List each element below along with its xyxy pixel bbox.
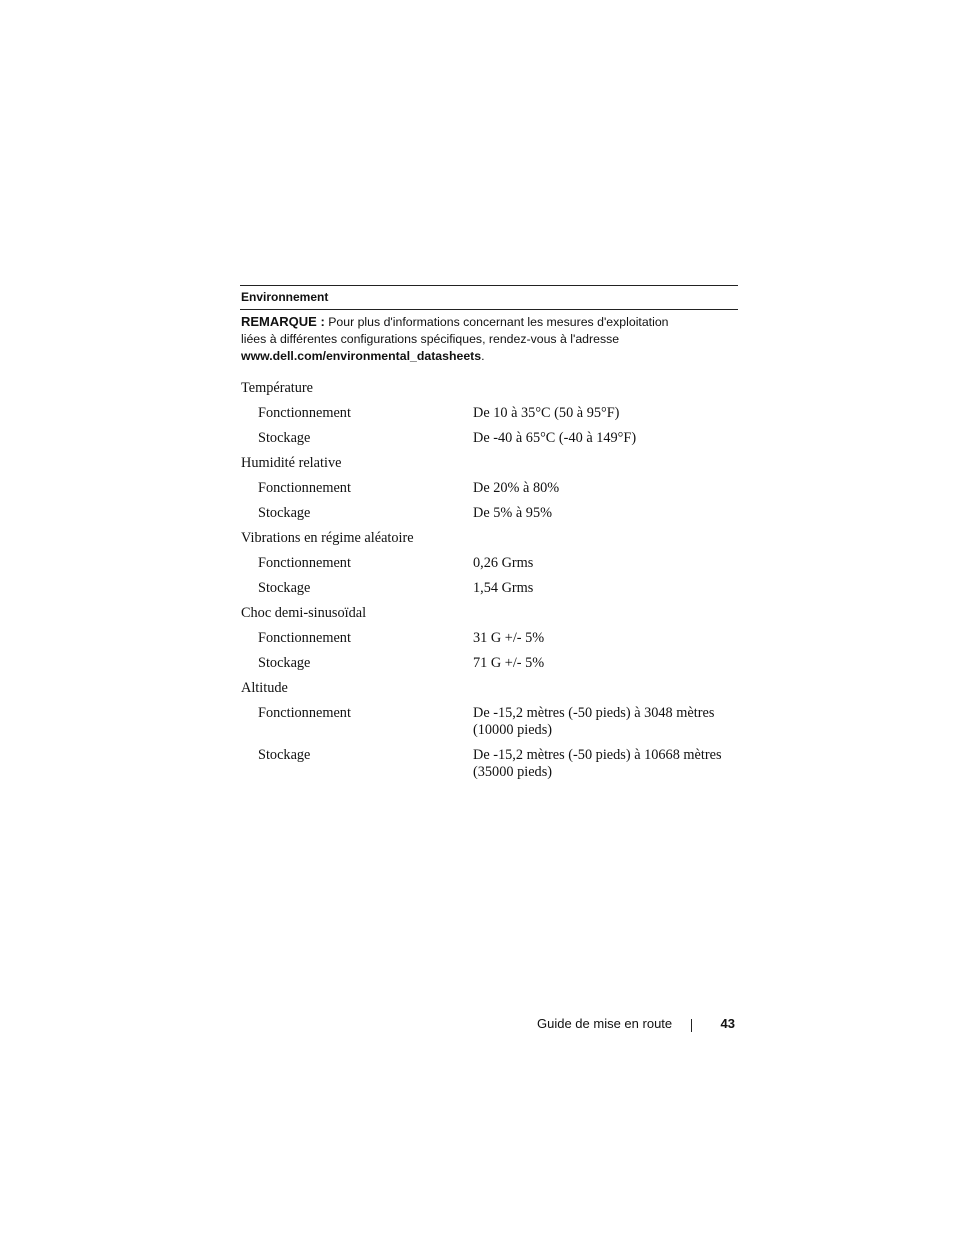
note-block bbox=[240, 313, 691, 365]
spec-row bbox=[240, 555, 738, 572]
spec-label: Fonctionnement bbox=[258, 630, 351, 646]
spec-label: Stockage bbox=[258, 430, 311, 446]
spec-category-row bbox=[240, 680, 738, 697]
spec-category: Altitude bbox=[241, 680, 288, 696]
spec-category-row bbox=[240, 605, 738, 622]
spec-row bbox=[240, 630, 738, 647]
spec-value: 71 G +/- 5% bbox=[473, 655, 545, 671]
footer-title: Guide de mise en route bbox=[537, 1016, 673, 1031]
spec-category-row bbox=[240, 530, 738, 547]
environment-section bbox=[240, 285, 738, 789]
spec-value: De 5% à 95% bbox=[473, 505, 553, 521]
page-number: 43 bbox=[720, 1016, 735, 1031]
spec-value: De 20% à 80% bbox=[473, 480, 560, 496]
note-url[interactable]: www.dell.com/environmental_datasheets bbox=[241, 349, 482, 363]
note-text: Pour plus d'informations concernant les mesures d'exploitation liées à différentes configurations spécifiques, rendez-vous à l'adresse bbox=[241, 315, 669, 346]
spec-value: 0,26 Grms bbox=[473, 555, 534, 571]
spec-category: Vibrations en régime aléatoire bbox=[241, 530, 414, 546]
page-footer bbox=[537, 1015, 735, 1035]
note-end: . bbox=[481, 349, 485, 363]
section-title: Environnement bbox=[241, 290, 329, 304]
spec-value: 1,54 Grms bbox=[473, 580, 534, 596]
spec-label: Stockage bbox=[258, 580, 311, 596]
spec-row bbox=[240, 655, 738, 672]
spec-category: Température bbox=[241, 380, 314, 396]
spec-row bbox=[240, 580, 738, 597]
spec-value: De -15,2 mètres (-50 pieds) à 3048 mètres (10000 pieds) bbox=[473, 705, 715, 738]
spec-value: De -40 à 65°C (-40 à 149°F) bbox=[473, 430, 637, 446]
spec-label: Fonctionnement bbox=[258, 405, 351, 421]
spec-row bbox=[240, 405, 738, 422]
spec-category: Humidité relative bbox=[241, 455, 342, 471]
spec-row bbox=[240, 480, 738, 497]
note-label: REMARQUE : bbox=[241, 314, 325, 329]
spec-row bbox=[240, 747, 738, 781]
spec-label: Stockage bbox=[258, 505, 311, 521]
footer-separator bbox=[691, 1019, 692, 1032]
spec-label: Stockage bbox=[258, 655, 311, 671]
spec-label: Fonctionnement bbox=[258, 705, 351, 721]
spec-row bbox=[240, 430, 738, 447]
spec-category: Choc demi-sinusoïdal bbox=[241, 605, 367, 621]
spec-label: Stockage bbox=[258, 747, 311, 763]
spec-category-row bbox=[240, 380, 738, 397]
spec-value: 31 G +/- 5% bbox=[473, 630, 545, 646]
spec-label: Fonctionnement bbox=[258, 480, 351, 496]
spec-row bbox=[240, 505, 738, 522]
spec-row bbox=[240, 705, 738, 739]
specs-table bbox=[240, 380, 738, 781]
spec-value: De 10 à 35°C (50 à 95°F) bbox=[473, 405, 620, 421]
spec-label: Fonctionnement bbox=[258, 555, 351, 571]
spec-value: De -15,2 mètres (-50 pieds) à 10668 mètres (35000 pieds) bbox=[473, 747, 722, 780]
spec-category-row bbox=[240, 455, 738, 472]
heading-rule bbox=[240, 309, 738, 310]
